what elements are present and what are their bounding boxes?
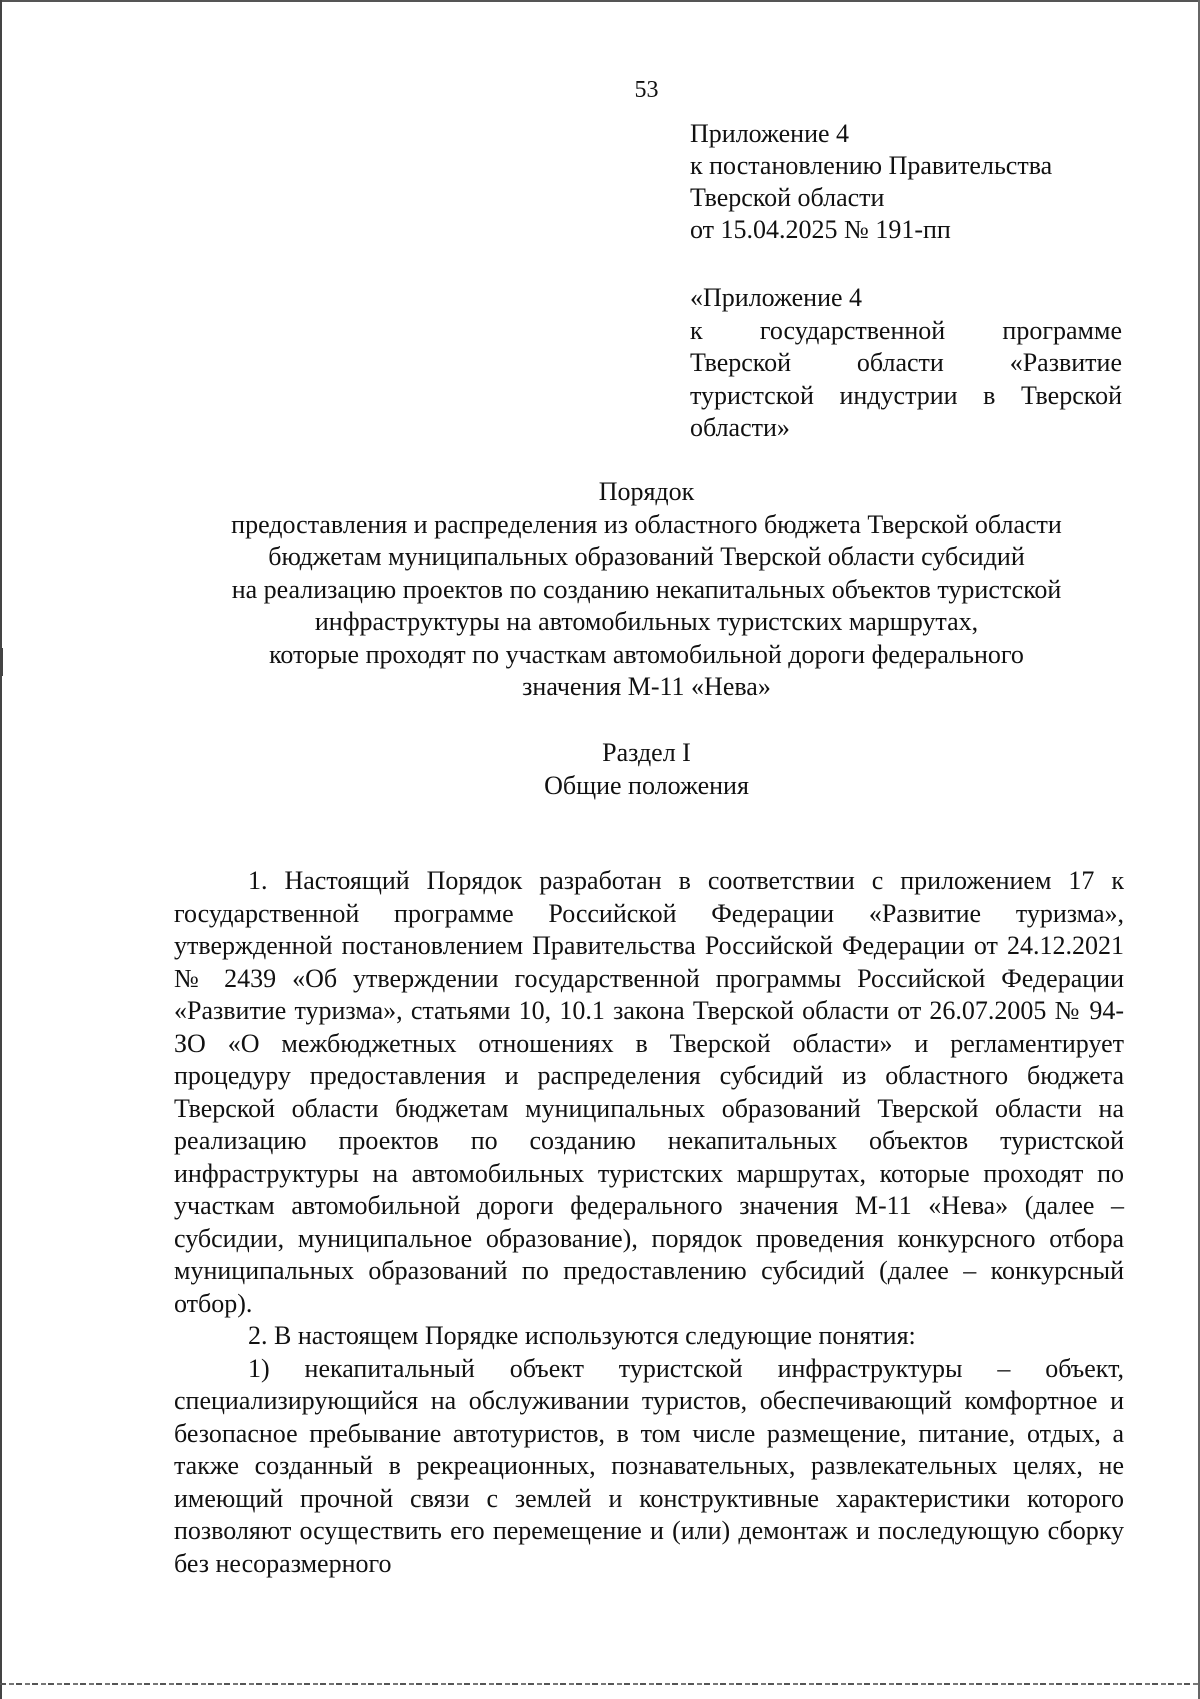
- title-line: бюджетам муниципальных образований Тверской области субсидий: [268, 542, 1025, 571]
- paragraph: 2. В настоящем Порядке используются следующие понятия:: [248, 1321, 916, 1350]
- section-number: Раздел I: [602, 738, 691, 767]
- section-heading: [150, 737, 1143, 802]
- title-line: на реализацию проектов по созданию некапитальных объектов туристской: [231, 574, 1062, 604]
- page-number: 53: [634, 77, 659, 103]
- document-title: [150, 476, 1143, 704]
- title-heading: Порядок: [598, 477, 695, 506]
- appendix-line: Тверской области: [690, 183, 885, 212]
- scan-bottom-edge: [0, 1683, 1200, 1685]
- section-name: Общие положения: [544, 770, 749, 800]
- title-line: предоставления и распределения из областного бюджета Тверской области: [231, 509, 1062, 539]
- body-text: [174, 865, 1124, 1580]
- paragraph: 1. Настоящий Порядок разработан в соответствии с приложением 17 к государственной программе Российской Федерации «Развитие туризма», утвержденной постановлением Правительства Российской Федерации от 24.12.2021 № 2439 «Об утверждении государственной программы Российской Федерации «Развитие туризма», статьями 10, 10.1 закона Тверской области от 26.07.2005 № 94-ЗО «О межбюджетных отношениях в Тверской области» и регламентирует процедуру предоставления и распределения субсидий из областного бюджета Тверской области бюджетам муниципальных образований Тверской области на реализацию проектов по созданию некапитальных объектов туристской инфраструктуры на автомобильных туристских маршрутах, которые проходят по участкам автомобильной дороги федерального значения М-11 «Нева» (далее – субсидии, муниципальное образование), порядок проведения конкурсного отбора муниципальных образований по предоставлению субсидий (далее – конкурсный отбор).: [174, 866, 1124, 1318]
- paragraph: 1) некапитальный объект туристской инфраструктуры – объект, специализирующийся на обслуживании туристов, обеспечивающий комфортное и безопасное пребывание автотуристов, в том числе размещение, питание, отдых, а также созданный в рекреационных, познавательных, развлекательных целях, не имеющий прочной связи с землей и конструктивные характеристики которого позволяют осуществить его перемещение и (или) демонтаж и последующую сборку без несоразмерного: [174, 1353, 1124, 1578]
- scan-left-mark: [0, 648, 3, 676]
- scan-left-edge: [0, 0, 2, 1699]
- program-appendix-block: [690, 282, 1122, 445]
- title-line: которые проходят по участкам автомобильной дороги федерального: [269, 639, 1024, 669]
- program-appendix-text: к государственной программе Тверской области «Развитие туристской индустрии в Тверской области»: [690, 315, 1122, 442]
- title-line: инфраструктуры на автомобильных туристских маршрутах,: [314, 607, 979, 636]
- title-line: значения М-11 «Нева»: [522, 672, 771, 701]
- appendix-line: Приложение 4: [690, 119, 850, 148]
- scan-top-edge: [0, 0, 1200, 2]
- program-appendix-title: «Приложение 4: [690, 283, 863, 312]
- appendix-block: [690, 118, 1122, 246]
- appendix-line: к постановлению Правительства: [690, 151, 1053, 180]
- appendix-line: от 15.04.2025 № 191-пп: [690, 215, 951, 244]
